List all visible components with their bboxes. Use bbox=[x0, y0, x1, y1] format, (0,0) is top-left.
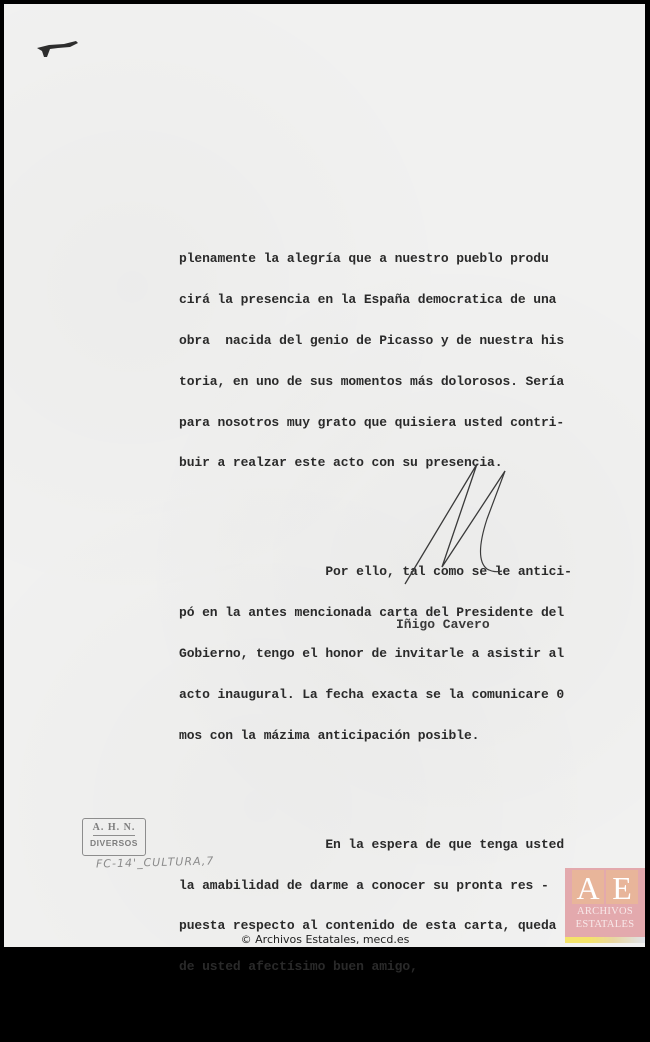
text-line: En la espera de que tenga usted bbox=[179, 836, 565, 852]
text-line: buir a realzar este acto con su presencia. bbox=[179, 455, 503, 471]
paragraph-3 bbox=[179, 811, 565, 1001]
handwritten-reference: FC-14'_CULTURA,7 bbox=[95, 854, 215, 871]
logo-line-2: ESTATALES bbox=[575, 919, 635, 930]
text-line: para nosotros muy grato que quisiera usted contri- bbox=[179, 414, 565, 430]
stamp-bottom-text: DIVERSOS bbox=[90, 838, 138, 848]
text-line: la amabilidad de darme a conocer su pronta res - bbox=[179, 877, 549, 893]
text-line: cirá la presencia en la España democratica de una bbox=[179, 292, 557, 308]
text-line: obra nacida del genio de Picasso y de nuestra his bbox=[179, 332, 565, 348]
handwritten-signature-icon bbox=[402, 459, 522, 594]
document-page bbox=[4, 4, 645, 975]
stamp-divider bbox=[93, 835, 135, 836]
logo-line-1: ARCHIVOS bbox=[576, 906, 634, 917]
text-line: mos con la mázima anticipación posible. bbox=[179, 727, 480, 743]
logo-letter-a: A bbox=[572, 870, 604, 904]
copyright-footer: © Archivos Estatales, mecd.es bbox=[240, 933, 410, 946]
pointing-hand-mark-icon bbox=[34, 40, 82, 60]
text-line: plenamente la alegría que a nuestro pueblo produ bbox=[179, 251, 549, 267]
text-line: Por ello, tal como se le antici- bbox=[179, 564, 572, 580]
stamp-top-text: A. H. N. bbox=[92, 822, 136, 833]
archivos-estatales-logo bbox=[565, 868, 645, 943]
text-line: pó en la antes mencionada carta del Presidente del bbox=[179, 605, 565, 621]
paragraph-1 bbox=[179, 225, 565, 497]
logo-letter-e: E bbox=[606, 870, 638, 904]
text-line: acto inaugural. La fecha exacta se la comunicare 0 bbox=[179, 686, 565, 702]
text-line: puesta respecto al contenido de esta carta, queda bbox=[179, 918, 557, 934]
letter-body bbox=[179, 198, 572, 1042]
text-line: de usted afectísimo buen amigo, bbox=[179, 959, 418, 975]
text-line: toria, en uno de sus momentos más dolorosos. Sería bbox=[179, 373, 565, 389]
logo-monogram bbox=[565, 870, 645, 904]
text-line: Gobierno, tengo el honor de invitarle a asistir al bbox=[179, 646, 565, 661]
archive-stamp bbox=[82, 818, 146, 856]
signer-name: Iñigo Cavero bbox=[396, 617, 490, 632]
